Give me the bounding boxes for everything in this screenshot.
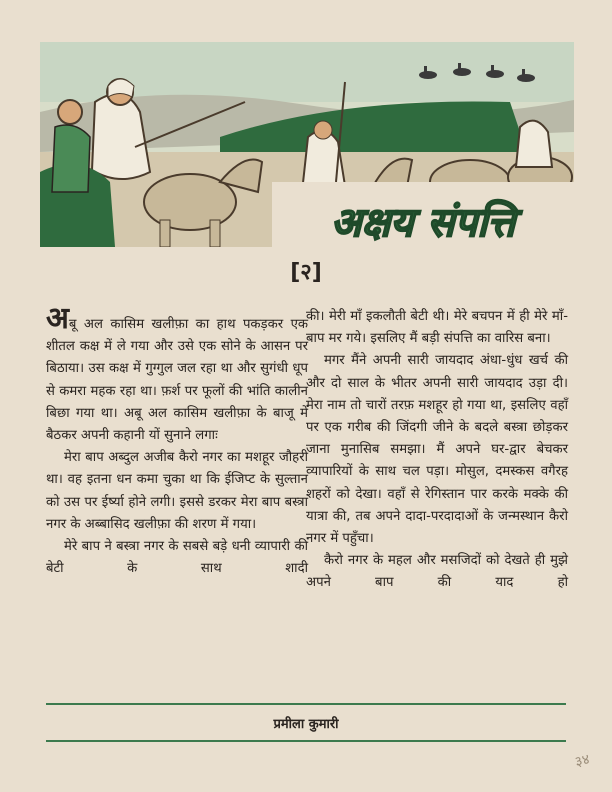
- right-paragraph-1: की। मेरी माँ इकलौती बेटी थी। मेरे बचपन में ही मेरे माँ-बाप मर गये। इसलिए मैं बड़ी संपत्ति का वारिस बना।: [306, 309, 568, 347]
- left-paragraph-1: बू अल कासिम खलीफ़ा का हाथ पकड़कर एक शीतल कक्ष में ले गया और उसे एक सोने के आसन पर बिठाया। उस कक्ष में गुग्गुल जल रहा था और सुगंधी धूप से कमरा महक रहा था। फ़र्श पर फूलों की भांति कालीन बिछा गया था। अबू अल कासिम खलीफ़ा के बाजू में बैठकर अपनी कहानी यों सुनाने लगाः: [46, 317, 308, 444]
- header-illustration: [40, 42, 574, 247]
- divider-top: [46, 703, 566, 705]
- author-name: प्रमीला कुमारी: [273, 717, 339, 732]
- page-number: ३४: [573, 751, 592, 771]
- right-column: [306, 306, 568, 595]
- left-paragraph-2: मेरा बाप अब्दुल अजीब कैरो नगर का मशहूर जौहरी था। वह इतना धन कमा चुका था कि ईजिप्ट के सुल्तान को उस पर ईर्ष्या होने लगी। इससे डरकर मेरा बाप बस्त्रा नगर के अब्बासिद खलीफ़ा की शरण में गया।: [46, 450, 308, 532]
- right-paragraph-3: कैरो नगर के महल और मसजिदों को देखते ही मुझे अपने बाप की याद हो: [306, 553, 568, 591]
- divider-bottom: [46, 740, 566, 742]
- story-title: अक्षय संपत्ति: [330, 200, 516, 246]
- chapter-number: [२]: [290, 260, 322, 285]
- right-paragraph-2: मगर मैंने अपनी सारी जायदाद अंधा-धुंध खर्च की और दो साल के भीतर अपनी सारी जायदाद उड़ा दी। मेरा नाम तो चारों तरफ़ मशहूर हो गया था, इसलिए वहाँ पर एक गरीब की जिंदगी जीने के बदले बस्त्रा छोड़कर जाना मुनासिब समझा। मैं अपने घर-द्वार बेचकर व्यापारियों के साथ चल पड़ा। मोसुल, दमस्कस वगैरह शहरों को देखा। वहाँ से रेगिस्तान पार करके मक्के की यात्रा की, तब अपने दादा-परदादाओं के जन्मस्थान कैरो नगर में पहुँचा।: [306, 353, 568, 547]
- dropcap: अ: [46, 301, 69, 336]
- left-paragraph-3: मेरे बाप ने बस्त्रा नगर के सबसे बड़े धनी व्यापारी की बेटी के साथ शादी: [46, 539, 308, 577]
- left-column: [46, 301, 308, 580]
